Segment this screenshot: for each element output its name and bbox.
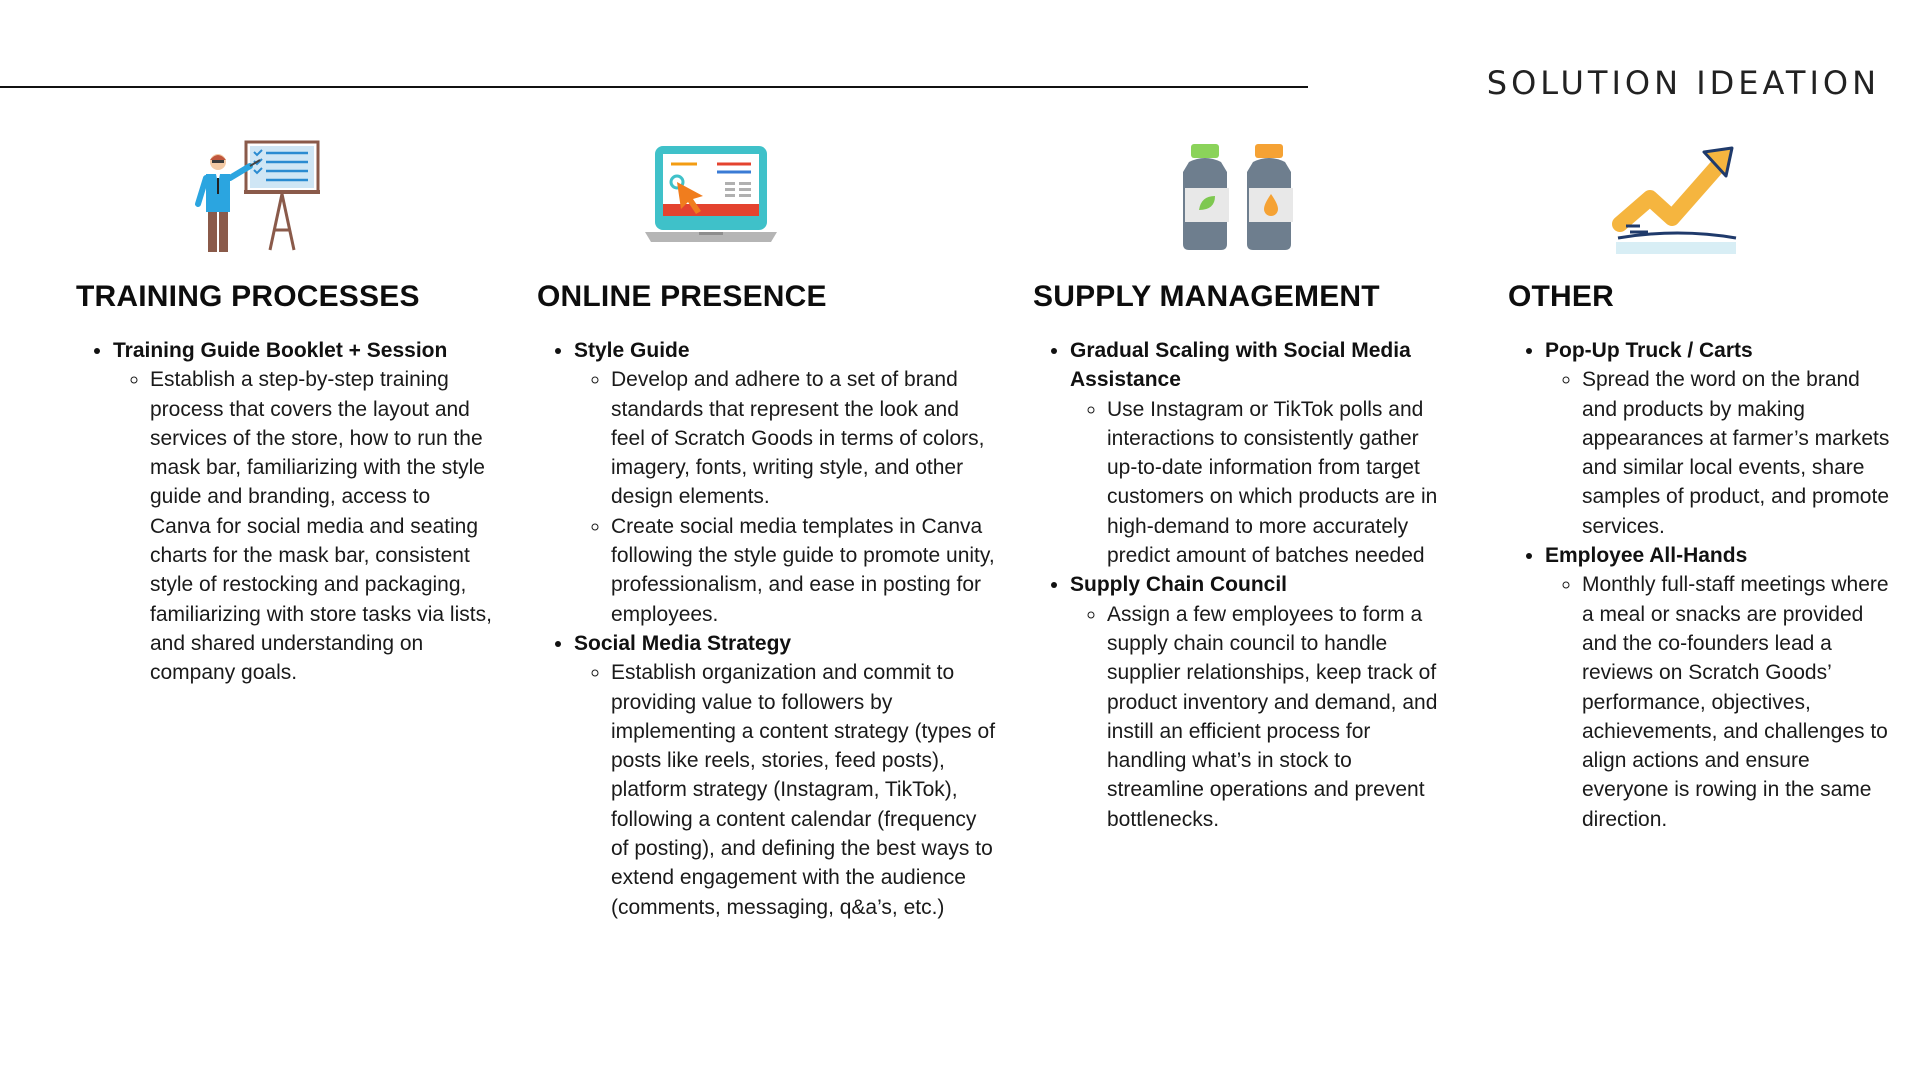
list-item [1545,541,1900,834]
item-title: Social Media Strategy [574,631,792,655]
bullet-list [76,336,496,688]
list-item [574,336,997,629]
column-body [76,336,496,688]
sub-bullet-list [1070,395,1453,571]
item-title: Training Guide Booklet + Session [113,339,448,362]
sub-list-item: ◦ Establish organization and commit to providing value to followers by implementing a content strategy (types of posts like reels, stories, feed posts), platform strategy (Instagram, TikTok), following a content calendar (frequency of posting), and defining the best ways to extend engagement with the audience (comments, messaging, q&a’s, etc.) [611,658,997,922]
list-item [574,629,997,922]
item-title: Gradual Scaling with Social Media Assistance [1070,339,1411,392]
sub-list-item: ◦ Use Instagram or TikTok polls and interactions to consistently gather up-to-date information from target customers on which products are in high-demand to more accurately predict amount of batches needed [1107,395,1453,571]
item-title: Style Guide [574,339,690,362]
presenter-whiteboard-icon [188,138,328,258]
bullet-list [537,336,997,922]
item-title: Supply Chain Council [1070,573,1288,597]
bullet-list [1033,336,1453,834]
bullet-list [1508,336,1900,834]
item-title: Pop-Up Truck / Carts [1545,339,1753,362]
sub-bullet-list [1545,570,1900,834]
list-item [1070,570,1453,834]
growth-arrow-icon [1608,138,1748,258]
sub-list-item: ◦ Spread the word on the brand and products by making appearances at farmer’s markets and similar local events, share samples of product, and promote services. [1582,365,1900,541]
sub-bullet-list [574,365,997,629]
sub-list-item: ◦ Develop and adhere to a set of brand standards that represent the look and feel of Scratch Goods in terms of colors, imagery, fonts, writing style, and other design elements. [611,365,997,511]
sub-bullet-list [1070,600,1453,834]
laptop-cursor-icon [641,138,781,258]
list-item [1070,336,1453,570]
column-body [1508,336,1900,834]
column-heading: TRAINING PROCESSES [76,280,420,313]
sub-list-item: ◦ Establish a step-by-step training process that covers the layout and services of the store, how to run the mask bar, familiarizing with the style guide and branding, access to Canva for social media and seating charts for the mask bar, consistent style of restocking and packaging, familiarizing with store tasks via lists, and shared understanding on company goals. [150,365,496,687]
item-title: Employee All-Hands [1545,544,1748,568]
column-body [1033,336,1453,834]
column-body [537,336,997,922]
sub-list-item: ◦ Monthly full-staff meetings where a meal or snacks are provided and the co-founders lead a reviews on Scratch Goods’ performance, objectives, achievements, and challenges to align actions and ensure everyone is rowing in the same direction. [1582,570,1900,834]
column-heading: SUPPLY MANAGEMENT [1033,280,1380,313]
column-heading: OTHER [1508,280,1614,313]
sub-bullet-list [113,365,496,687]
sub-bullet-list [574,658,997,922]
list-item [1545,336,1900,541]
sub-list-item: ◦ Create social media templates in Canva following the style guide to promote unity, professionalism, and ease in posting for employees. [611,512,997,629]
sub-list-item: ◦ Assign a few employees to form a supply chain council to handle supplier relationships, keep track of product inventory and demand, and instill an efficient process for handling what’s in stock to streamline operations and prevent bottlenecks. [1107,600,1453,834]
product-bottles-icon [1169,138,1309,258]
sub-bullet-list [1545,365,1900,541]
list-item [113,336,496,688]
title-divider-line [0,86,1308,88]
slide-title: SOLUTION IDEATION [1486,64,1880,102]
column-heading: ONLINE PRESENCE [537,280,827,313]
